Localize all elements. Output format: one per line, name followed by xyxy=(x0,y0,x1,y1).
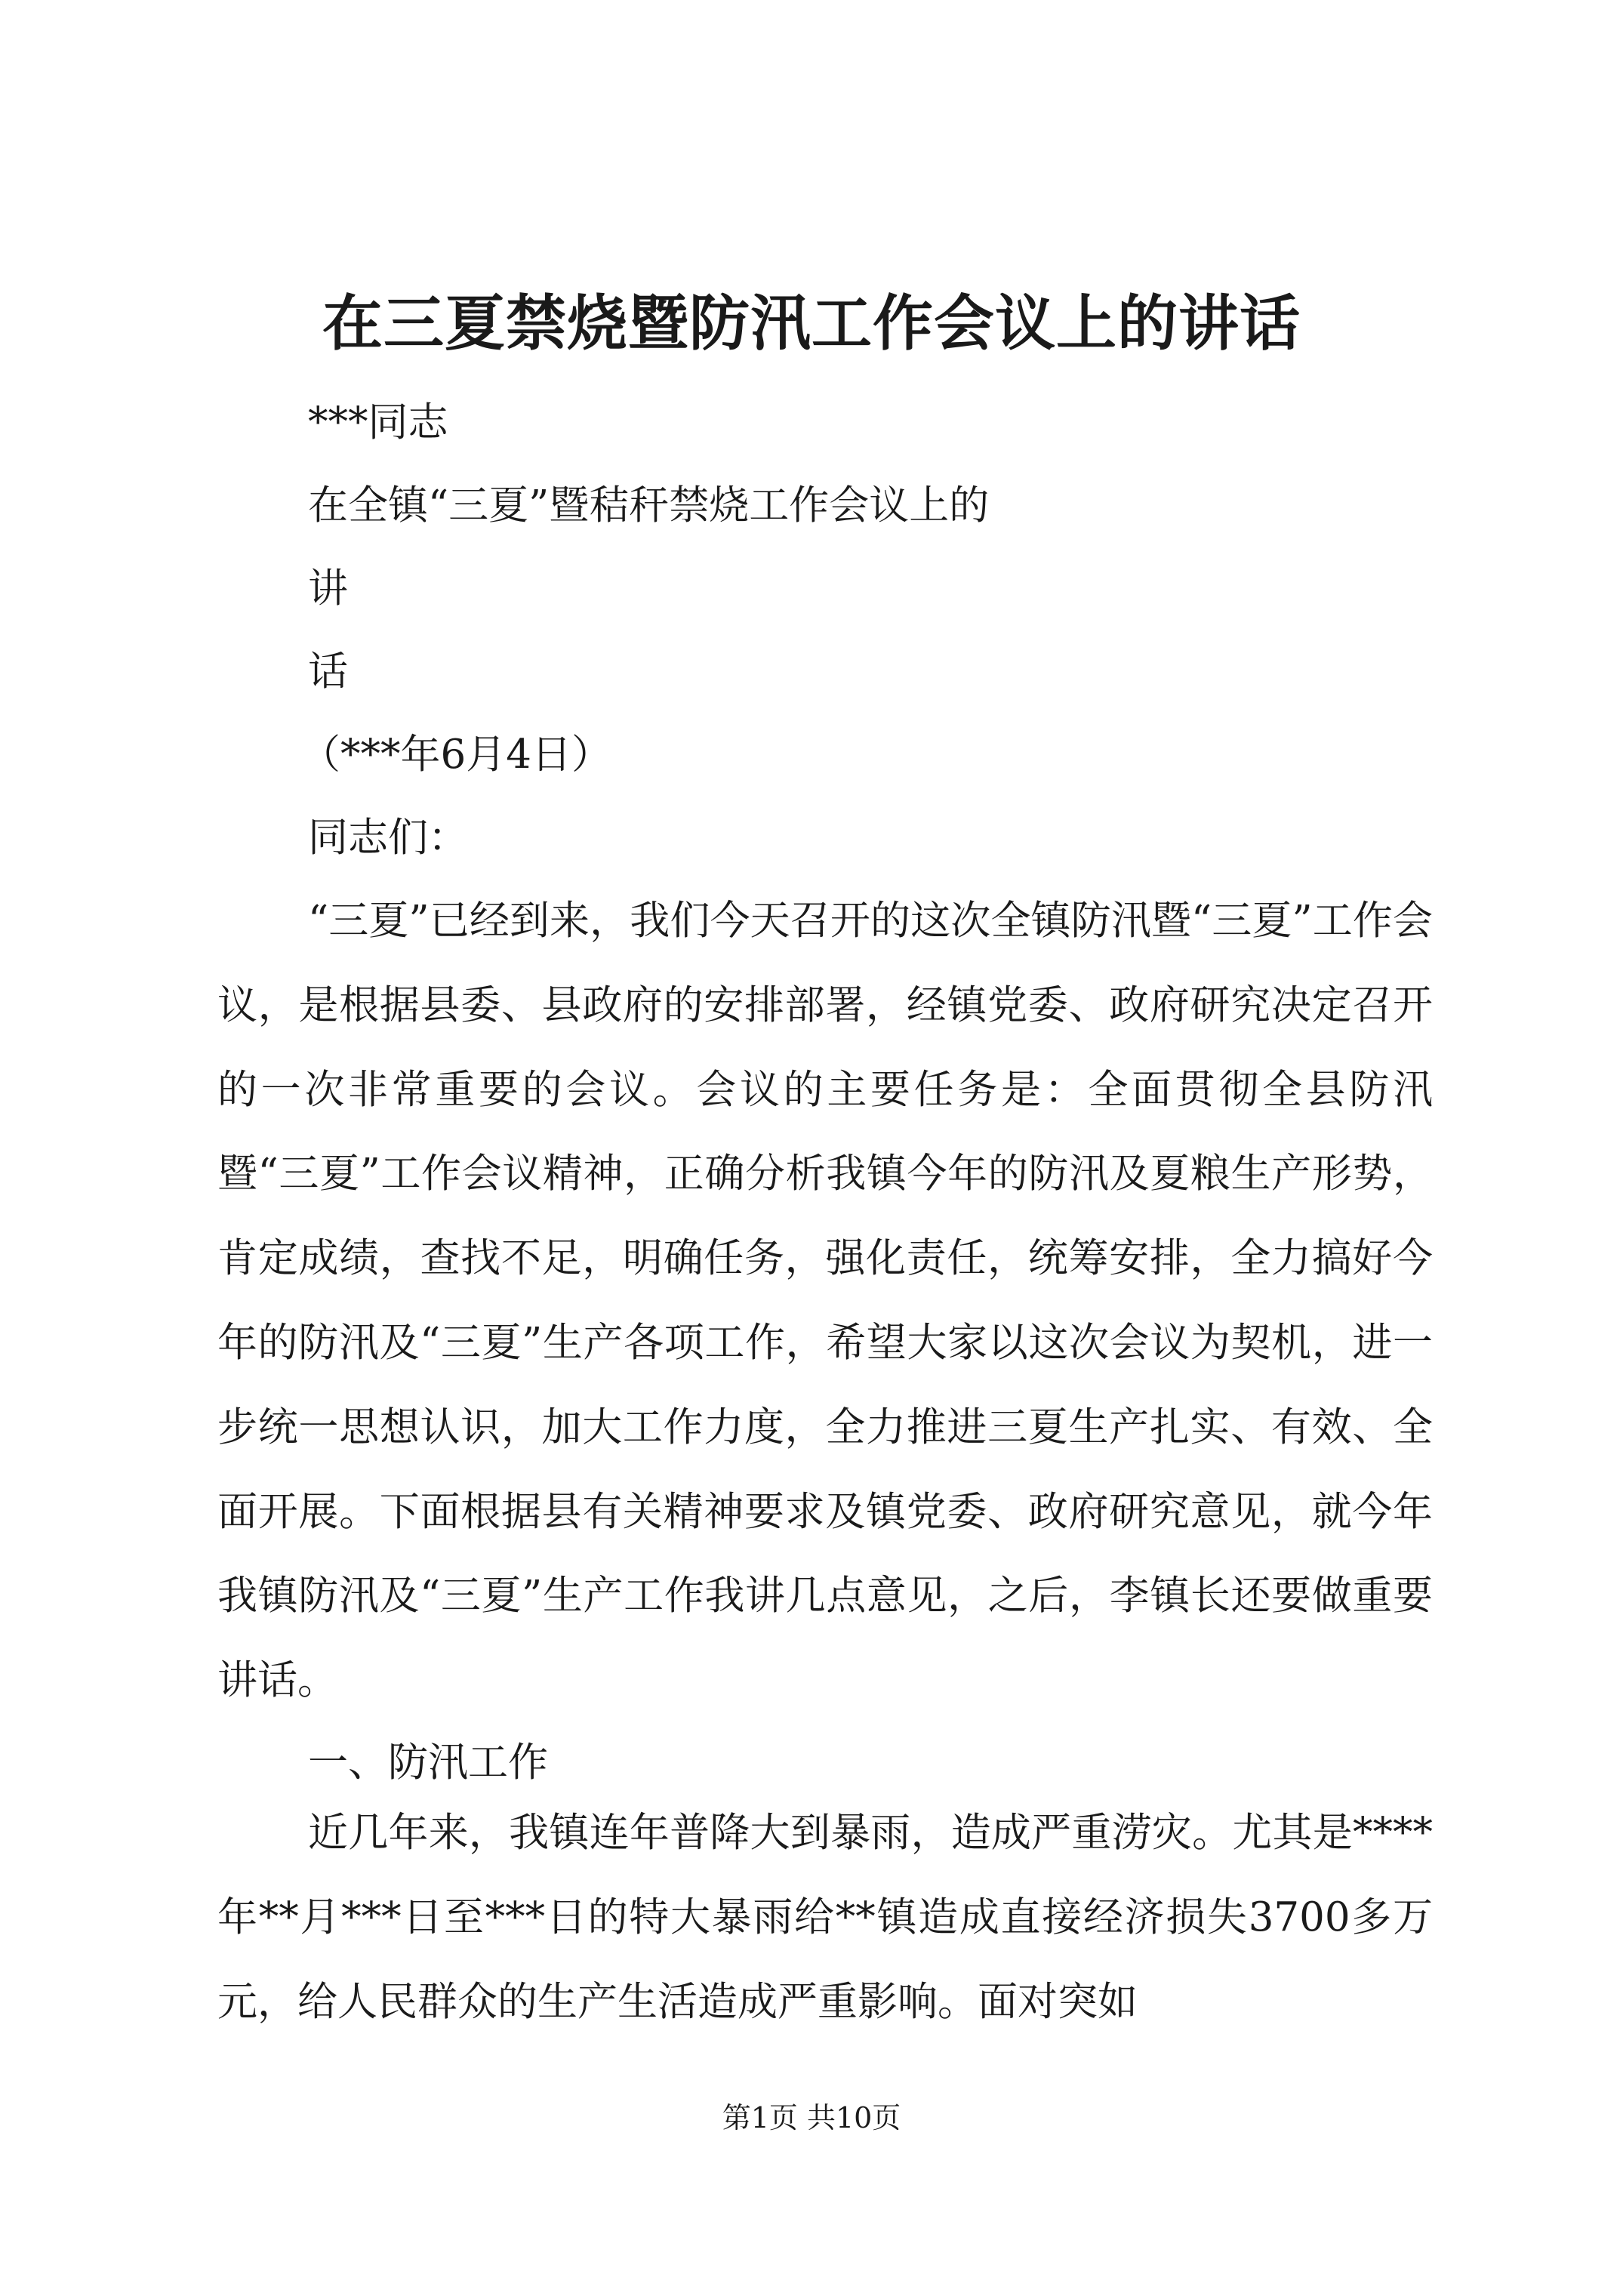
date-line: （***年6月4日） xyxy=(300,732,611,778)
paragraph-flood-history: 近几年来，我镇连年普降大到暴雨，造成严重涝灾。尤其是****年**月***日至***日的特大暴雨给**镇造成直接经济损失3700多万元，给人民群众的生产生活造成严重影响。面对突如 xyxy=(217,1810,1433,2025)
speaker-line: ***同志 xyxy=(308,399,448,445)
paragraph-intro: “三夏”已经到来，我们今天召开的这次全镇防汛暨“三夏”工作会议，是根据县委、县政府的安排部署，经镇党委、政府研究决定召开的一次非常重要的会议。会议的主要任务是：全面贯彻全县防汛暨“三夏”工作会议精神，正确分析我镇今年的防汛及夏粮生产形势，肯定成绩，查找不足，明确任务，强化责任，统筹安排，全力搞好今年的防汛及“三夏”生产各项工作，希望大家以这次会议为契机，进一步统一思想认识，加大工作力度，全力推进三夏生产扎实、有效、全面开展。下面根据县有关精神要求及镇党委、政府研究意见，就今年我镇防汛及“三夏”生产工作我讲几点意见，之后，李镇长还要做重要讲话。 xyxy=(217,898,1433,1704)
subtitle-line: 在全镇“三夏”暨秸秆禁烧工作会议上的 xyxy=(308,482,990,529)
page-footer: 第1页 共10页 xyxy=(722,2101,901,2134)
section-heading-flood-control: 一、防汛工作 xyxy=(308,1740,548,1786)
salutation: 同志们： xyxy=(308,815,468,861)
subtitle-char-1: 讲 xyxy=(308,566,348,612)
subtitle-char-2: 话 xyxy=(308,649,348,695)
document-title: 在三夏禁烧暨防汛工作会议上的讲话 xyxy=(322,288,1301,359)
